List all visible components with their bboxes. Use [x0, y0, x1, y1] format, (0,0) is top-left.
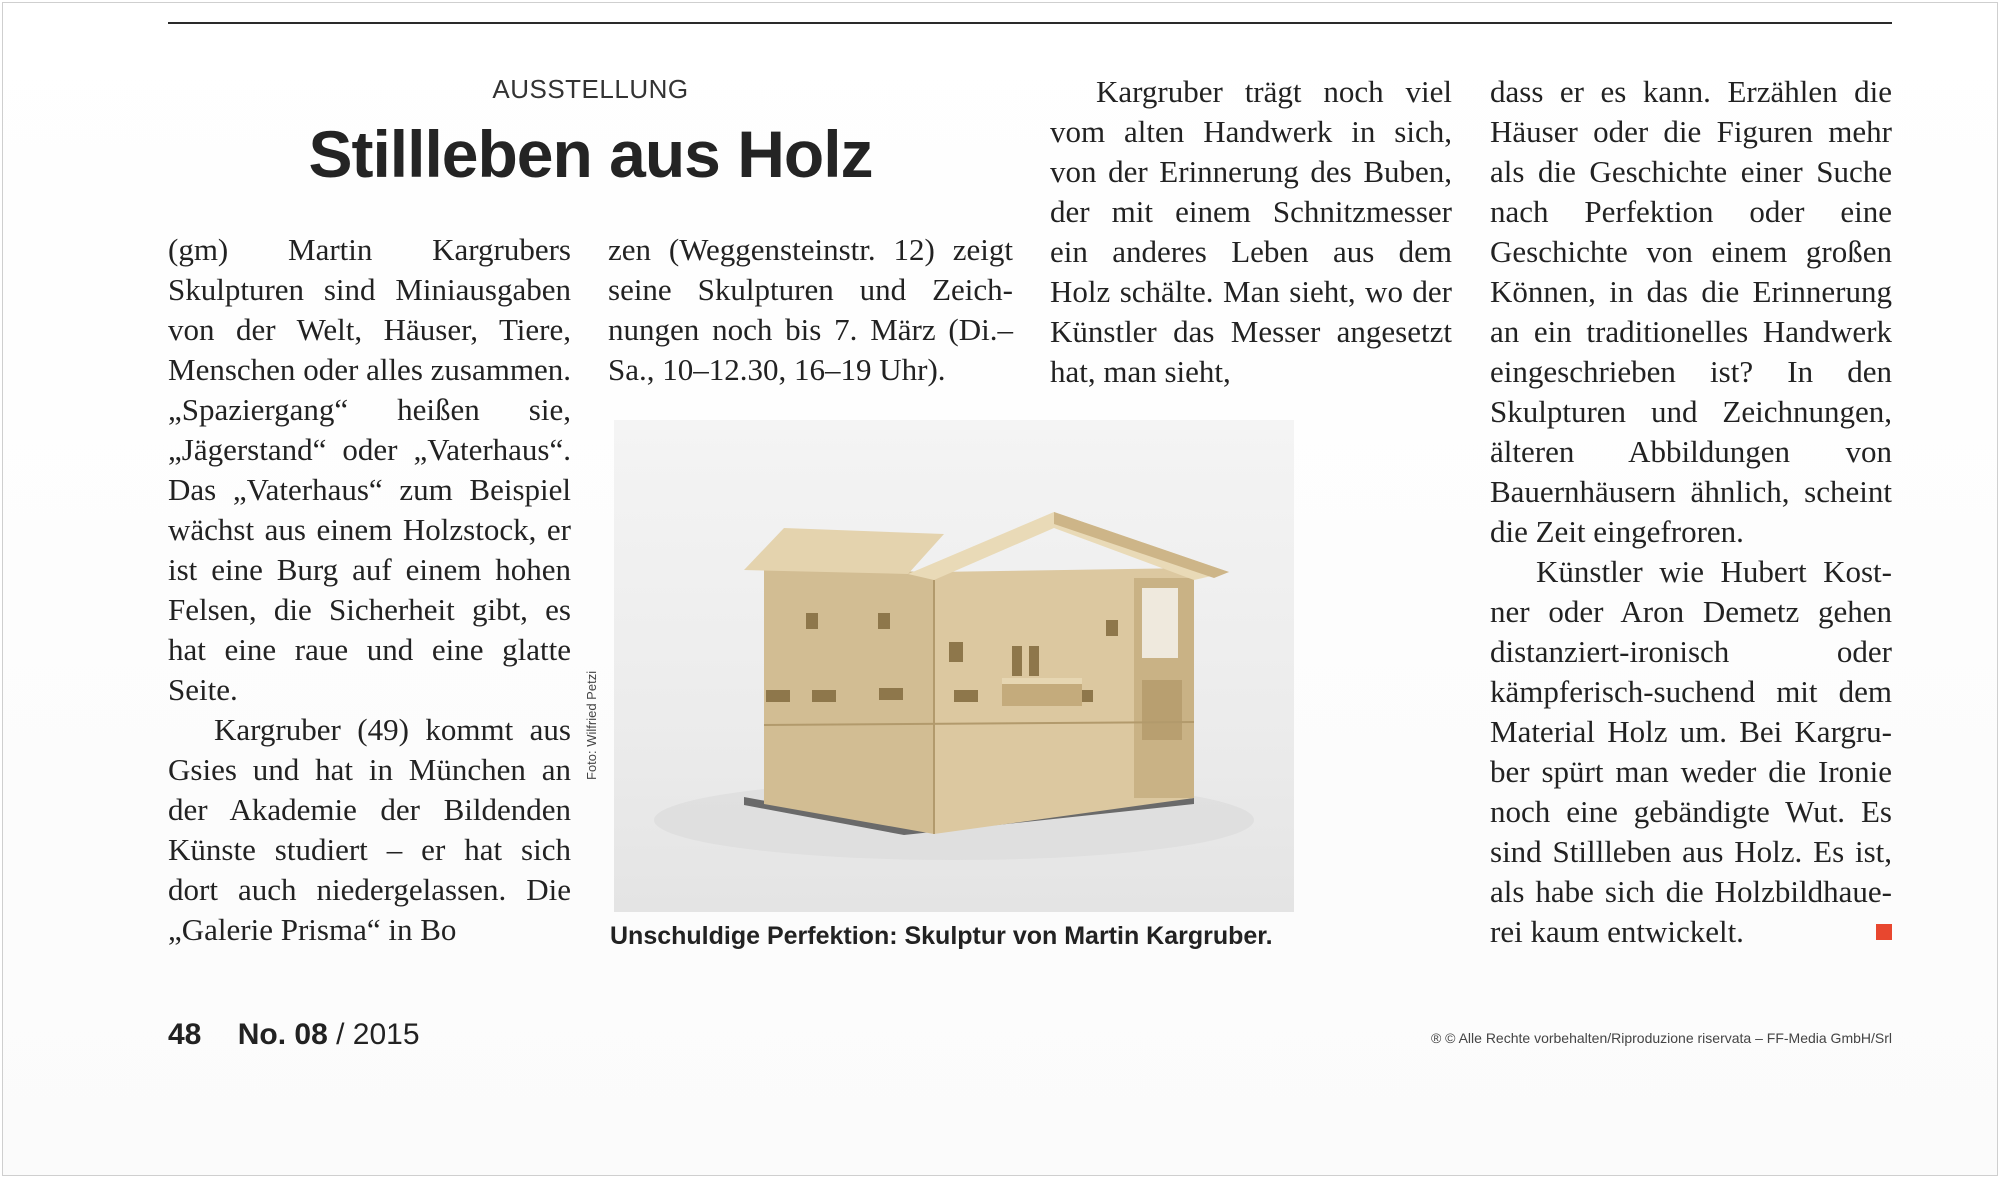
- text-column-2: [608, 230, 1013, 390]
- article-headline: Stillleben aus Holz: [308, 117, 873, 191]
- paragraph: Kargruber trägt noch viel vom alten Handwerk in sich, von der Erinnerung des Buben, der mit einem Schnitzmesser ein anderes Leben aus dem Holz schälte. Man sieht, wo der Künstler das Messer angesetzt hat, man sieht,: [1050, 74, 1452, 389]
- photo-credit: Foto: Wilfried Petzi: [584, 670, 599, 780]
- section-kicker: AUSSTELLUNG: [492, 74, 689, 104]
- issue-year: 2015: [352, 1018, 420, 1051]
- page-footer: [168, 1018, 420, 1052]
- issue-number: No. 08: [237, 1018, 328, 1051]
- page-number: 48: [168, 1018, 202, 1051]
- text-column-1: [168, 230, 571, 950]
- sculpture-photo: [614, 420, 1294, 912]
- issue-separator: /: [336, 1018, 345, 1051]
- paragraph: Kargruber (49) kommt aus Gsies und hat in München an der Akademie der Bildenden Künste studiert – er hat sich dort auch niedergelassen. Die „Galerie Prisma“ in Bo: [168, 712, 571, 947]
- top-rule: [168, 22, 1892, 24]
- text-column-3: [1050, 72, 1452, 392]
- copyright-notice: ® © Alle Rechte vorbehalten/Riproduzione riservata – FF-Media GmbH/Srl: [1430, 1030, 1892, 1046]
- wooden-house-sculpture-illustration: [614, 420, 1294, 912]
- paragraph: [1490, 552, 1892, 952]
- paragraph: dass er es kann. Erzählen die Häuser oder die Figuren mehr als die Geschichte einer Suche nach Perfektion oder eine Geschichte von einem großen Können, in das die Erinnerung an ein traditionelles Handwerk eingeschrieben ist? In den Skulpturen und Zeichnungen, älteren Abbildungen von Bauernhäusern ähnlich, scheint die Zeit eingefroren.: [1490, 74, 1892, 549]
- end-of-article-mark: [1876, 924, 1892, 940]
- photo-caption: Unschuldige Perfektion: Skulptur von Martin Kargruber.: [610, 922, 1273, 950]
- text-column-4: [1490, 72, 1892, 952]
- paragraph: (gm) Martin Kargrubers Skulpturen sind Miniausgaben von der Welt, Häuser, Tiere, Menschen oder alles zusammen. „Spaziergang“ heißen sie, „Jägerstand“ oder „Vaterhaus“. Das „Vaterhaus“ zum Beispiel wächst aus einem Holzstock, er ist eine Burg auf einem hohen Felsen, die Sicherheit gibt, es hat eine raue und eine glatte Seite.: [168, 232, 571, 707]
- paragraph-text: Künstler wie Hubert Kostner oder Aron Demetz gehen distanziert-ironisch oder kämpferisch-suchend mit dem Material Holz um. Bei Kargruber spürt man weder die Ironie noch eine gebändigte Wut. Es sind Stillleben aus Holz. Es ist, als habe sich die Holzbildhauerei kaum entwickelt.: [1490, 554, 1892, 949]
- paragraph: zen (Weggensteinstr. 12) zeigt seine Skulpturen und Zeichnungen noch bis 7. März (Di.– Sa., 10–12.30, 16–19 Uhr).: [608, 232, 1013, 387]
